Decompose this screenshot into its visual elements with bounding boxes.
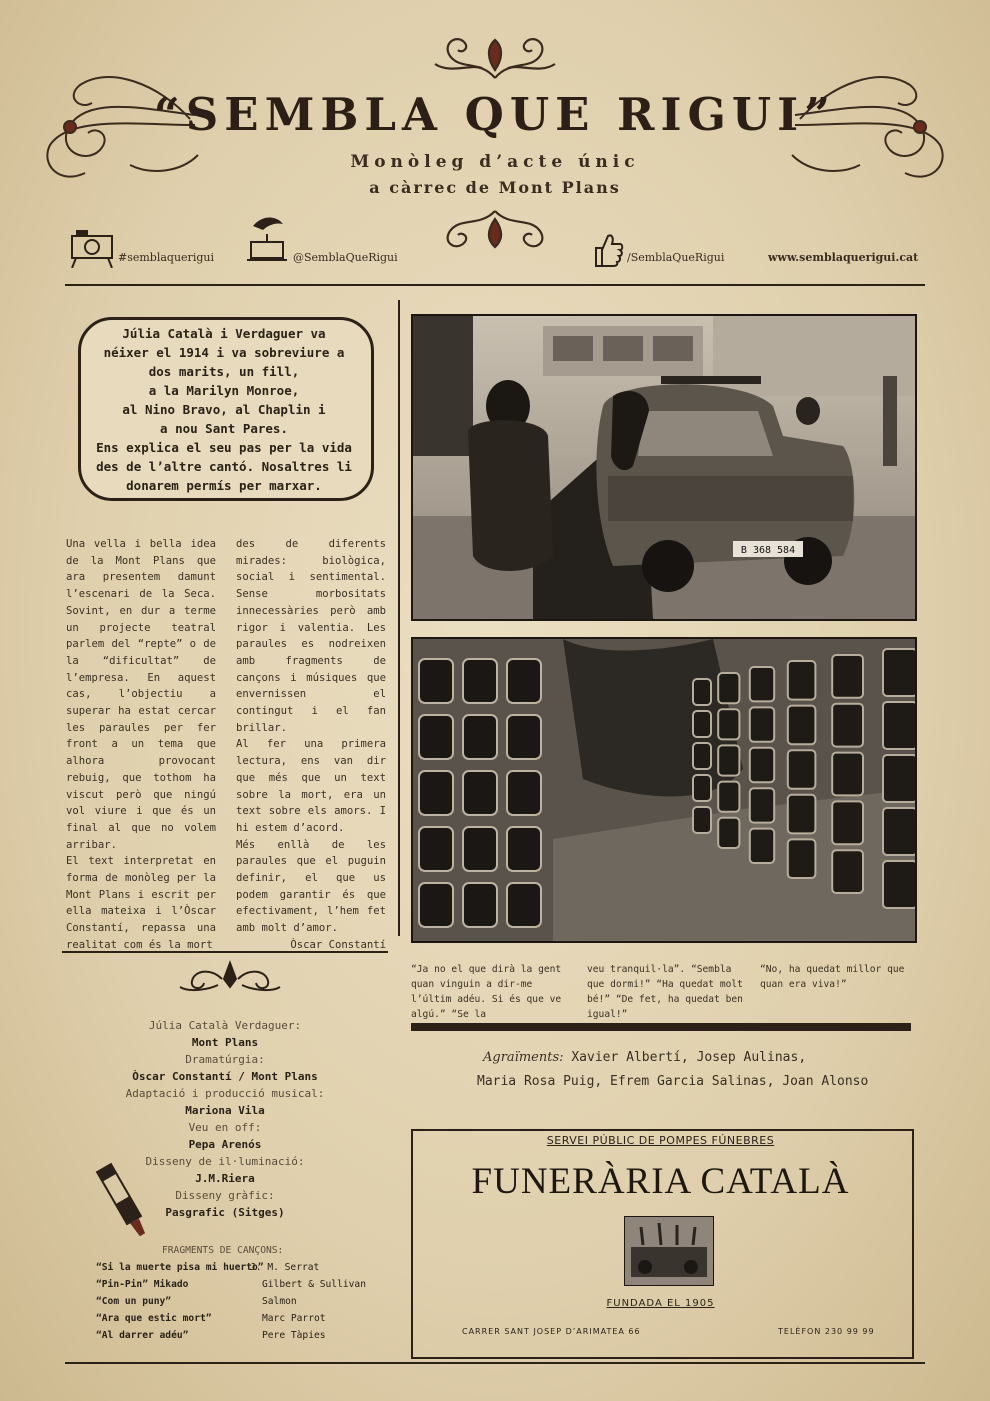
caption-2: veu tranquil·la”. “Sembla que dormi!” “Ha quedat molt bé!” “De fet, ha quedat ben igual!” bbox=[587, 964, 743, 1020]
cemetery-niche bbox=[507, 883, 541, 927]
cemetery-niche bbox=[832, 850, 863, 893]
article-column-2 bbox=[236, 536, 386, 954]
article-paragraph: El text interpretat en forma de monòleg per la Mont Plans i escrit per ella mateixa i l’Òscar Constantí, repassa una realitat com és la mort bbox=[66, 855, 216, 951]
acknowledgements-line-1 bbox=[483, 1050, 806, 1065]
cemetery-niche bbox=[718, 673, 739, 703]
cemetery-niche bbox=[718, 709, 739, 739]
fragment-author: Gilbert & Sullivan bbox=[262, 1279, 366, 1290]
cemetery-niche bbox=[463, 771, 497, 815]
intro-line: dos marits, un fill, bbox=[148, 364, 300, 379]
bottle-illustration bbox=[88, 1156, 158, 1246]
poster-subtitle: Monòleg d’acte únic bbox=[350, 152, 640, 172]
cemetery-niche bbox=[832, 801, 863, 844]
credit-role: Adaptació i producció musical: bbox=[125, 1087, 325, 1100]
cemetery-niche bbox=[507, 827, 541, 871]
ad-photo bbox=[624, 1216, 714, 1286]
ad-address: CARRER SANT JOSEP D’ARIMATEA 66 bbox=[462, 1327, 641, 1336]
fragment-author: J. M. Serrat bbox=[250, 1262, 320, 1273]
cemetery-niche bbox=[693, 743, 711, 769]
credit-name: J.M.Riera bbox=[195, 1172, 255, 1185]
cemetery-niche bbox=[788, 839, 816, 878]
cemetery-niche bbox=[750, 707, 774, 741]
header-divider bbox=[65, 284, 925, 286]
fragment-author: Pere Tàpies bbox=[262, 1330, 326, 1341]
intro-line: al Nino Bravo, al Chaplin i bbox=[122, 402, 326, 417]
caption-1: “Ja no el que dirà la gent quan vinguin a dir-me l’últim adéu. Si és que ve algú.” “Se la bbox=[411, 964, 562, 1020]
ad-founded: FUNDADA EL 1905 bbox=[606, 1298, 715, 1309]
article-signature: Òscar Constantí bbox=[290, 938, 386, 951]
cemetery-niche bbox=[718, 782, 739, 812]
flourish-top-ornament bbox=[420, 20, 570, 82]
acknowledgements-names: Xavier Albertí, Josep Aulinas, bbox=[571, 1050, 807, 1065]
intro-text bbox=[90, 324, 358, 495]
intro-line: donarem permís per marxar. bbox=[126, 478, 322, 493]
cemetery-niche bbox=[693, 711, 711, 737]
cemetery-niche bbox=[419, 883, 453, 927]
cemetery-niche bbox=[718, 745, 739, 775]
thumbs-up-icon bbox=[590, 230, 624, 268]
credit-name: Mariona Vila bbox=[185, 1104, 265, 1117]
column-divider bbox=[398, 300, 400, 936]
cemetery-niche bbox=[832, 655, 863, 698]
website-link[interactable]: www.semblaquerigui.cat bbox=[768, 251, 919, 264]
facebook-handle[interactable]: /SemblaQueRigui bbox=[627, 251, 725, 264]
cemetery-niche bbox=[750, 829, 774, 863]
cemetery-niche bbox=[507, 771, 541, 815]
credit-name: Pasgrafic (Sitges) bbox=[165, 1206, 285, 1219]
intro-line: des de l’altre cantó. Nosaltres li bbox=[96, 459, 352, 474]
fragment-song: “Al darrer adéu” bbox=[96, 1330, 189, 1341]
car-photo bbox=[411, 314, 917, 621]
credit-name: Mont Plans bbox=[191, 1036, 259, 1049]
credits-divider bbox=[62, 951, 388, 953]
fragment-song: “Si la muerte pisa mi huerto” bbox=[96, 1262, 264, 1273]
cemetery-niche bbox=[788, 750, 816, 789]
cemetery-niche bbox=[507, 659, 541, 703]
cemetery-niche bbox=[883, 861, 915, 908]
cemetery-niche bbox=[463, 883, 497, 927]
cemetery-niche bbox=[419, 771, 453, 815]
intro-line: néixer el 1914 i va sobreviure a bbox=[103, 345, 345, 360]
cemetery-niche bbox=[463, 827, 497, 871]
fragments-heading: FRAGMENTS DE CANÇONS: bbox=[162, 1245, 284, 1256]
flourish-bottom-ornament bbox=[420, 205, 570, 257]
intro-line: a la Marilyn Monroe, bbox=[148, 383, 300, 398]
poster-title: “SEMBLA QUE RIGUI” bbox=[153, 88, 837, 141]
license-plate: B 368 584 bbox=[740, 545, 796, 556]
cemetery-niche bbox=[419, 827, 453, 871]
article-paragraph: des de diferents mirades: biològica, social i sentimental. Sense morbositats innecessàries però amb rigor i valentia. Les paraules es nodreixen amb fragments de cançons i músiques que envernissen el contingut i el fan brillar. bbox=[236, 538, 386, 734]
acknowledgements-line-2: Maria Rosa Puig, Efrem Garcia Salinas, Joan Alonso bbox=[477, 1074, 869, 1089]
intro-line: a nou Sant Pares. bbox=[160, 421, 288, 436]
bird-gramophone-icon bbox=[243, 212, 291, 268]
cemetery-niche bbox=[832, 704, 863, 747]
cemetery-niche bbox=[419, 659, 453, 703]
fragment-song: “Com un puny” bbox=[96, 1296, 172, 1307]
cemetery-niche bbox=[750, 667, 774, 701]
cemetery-niche bbox=[883, 755, 915, 802]
credit-role: Veu en off: bbox=[188, 1121, 262, 1134]
cemetery-niche bbox=[750, 748, 774, 782]
cemetery-niche bbox=[693, 807, 711, 833]
cemetery-niche bbox=[693, 775, 711, 801]
credit-name: Pepa Arenós bbox=[188, 1138, 262, 1151]
fragment-author: Salmon bbox=[262, 1296, 297, 1307]
credit-role: Júlia Català Verdaguer: bbox=[148, 1019, 302, 1032]
cemetery-niche bbox=[883, 808, 915, 855]
cemetery-niche bbox=[883, 649, 915, 696]
credit-role: Disseny gràfic: bbox=[175, 1189, 275, 1202]
cemetery-niche bbox=[507, 715, 541, 759]
camera-icon bbox=[68, 226, 116, 268]
captions-divider bbox=[411, 1023, 911, 1031]
credit-role: Dramatúrgia: bbox=[185, 1053, 265, 1066]
credits-ornament bbox=[170, 957, 290, 997]
cemetery-niche bbox=[883, 702, 915, 749]
ad-title: FUNERÀRIA CATALÀ bbox=[471, 1161, 850, 1202]
credit-name: Òscar Constantí / Mont Plans bbox=[132, 1070, 318, 1083]
article-paragraph: Una vella i bella idea de la Mont Plans que ara presentem damunt l’escenari de la Seca. Sovint, en dur a terme un projecte teatral parlem del “repte” o de la “dificultat” de l’empresa. En aquest cas, l’objectiu a superar ha estat cercar les paraules per fer front a un tema que alhora provocant rebuig, que tothom ha viscut però que ningú vol viure i que és un final al que no volem arribar. bbox=[66, 538, 216, 851]
cemetery-niche bbox=[463, 715, 497, 759]
instagram-handle[interactable]: #semblaquerigui bbox=[118, 251, 214, 264]
fragment-author: Marc Parrot bbox=[262, 1313, 326, 1324]
cemetery-niche bbox=[419, 715, 453, 759]
credit-role: Disseny de il·luminació: bbox=[145, 1155, 305, 1168]
fragment-song: “Pin-Pin” Mikado bbox=[96, 1279, 189, 1290]
poster-performer-line: a càrrec de Mont Plans bbox=[369, 178, 621, 197]
cemetery-photo bbox=[411, 637, 917, 943]
fragment-song: “Ara que estic mort” bbox=[96, 1313, 212, 1324]
article-column-1 bbox=[66, 536, 216, 954]
cemetery-niche bbox=[788, 706, 816, 745]
footer-divider bbox=[65, 1362, 925, 1364]
cemetery-niche bbox=[788, 795, 816, 834]
caption-3: “No, ha quedat millor que quan era viva!” bbox=[760, 964, 905, 990]
acknowledgements-label: Agraïments: bbox=[483, 1050, 564, 1065]
cemetery-niche bbox=[463, 659, 497, 703]
cemetery-niche bbox=[788, 661, 816, 700]
twitter-handle[interactable]: @SemblaQueRigui bbox=[293, 251, 398, 264]
ad-subtitle: SERVEI PÚBLIC DE POMPES FÚNEBRES bbox=[546, 1134, 775, 1147]
cemetery-niche bbox=[832, 753, 863, 796]
cemetery-niche bbox=[718, 818, 739, 848]
ad-phone: TELÈFON 230 99 99 bbox=[778, 1327, 875, 1336]
intro-line: Ens explica el seu pas per la vida bbox=[96, 440, 352, 455]
cemetery-niche bbox=[693, 679, 711, 705]
intro-line: Júlia Català i Verdaguer va bbox=[122, 326, 326, 341]
article-paragraph: Al fer una primera lectura, ens van dir que més que un text sobre la mort, era un text sobre els amors. I hi estem d’acord. bbox=[236, 738, 386, 834]
cemetery-niche bbox=[750, 788, 774, 822]
article-paragraph: Més enllà de les paraules que el puguin definir, el que us podem garantir és que efectivament, l’hem fet amb molt d’amor. bbox=[236, 838, 386, 935]
